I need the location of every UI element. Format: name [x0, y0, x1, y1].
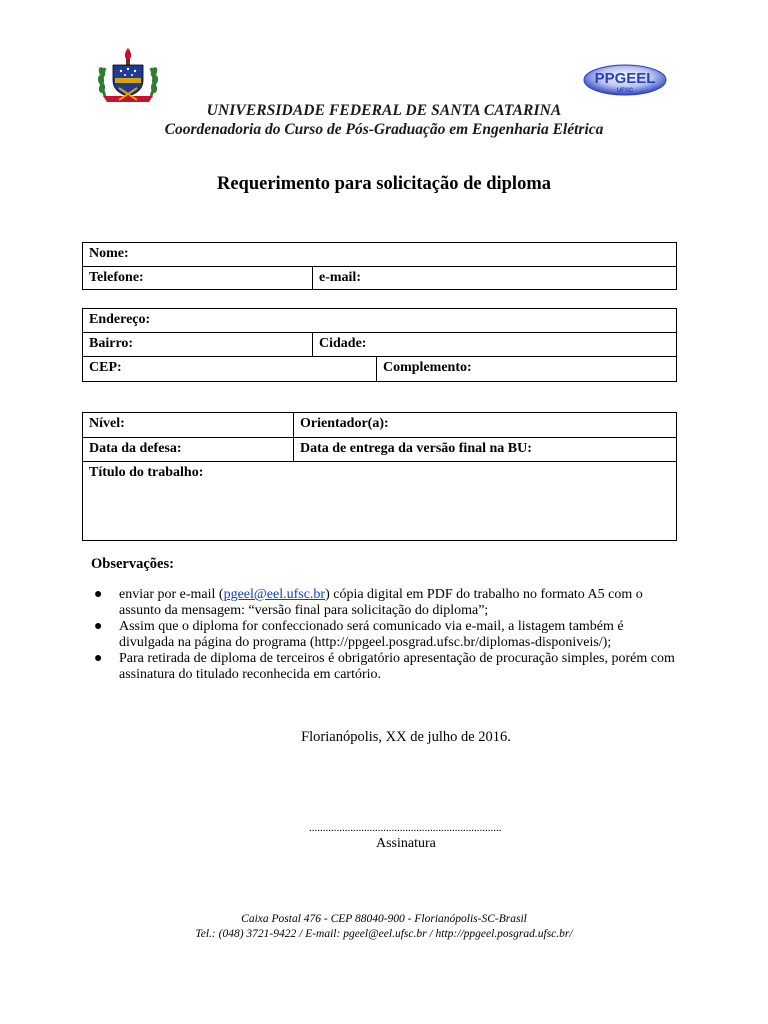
- name-label: Nome:: [89, 246, 129, 261]
- observation-item: [91, 587, 681, 619]
- complement-field[interactable]: [376, 357, 676, 381]
- observation-text-3: Para retirada de diploma de terceiros é obrigatório apresentação de procuração simples, porém com assinatura do titulado reconhecida em cartório.: [119, 651, 675, 682]
- coordination-name: Coordenadoria do Curso de Pós-Graduação em Engenharia Elétrica: [164, 121, 604, 138]
- advisor-label: Orientador(a):: [300, 416, 389, 431]
- district-field[interactable]: [83, 333, 312, 356]
- name-field[interactable]: [83, 243, 676, 266]
- observations-list: [91, 587, 681, 683]
- observations-title: Observações:: [91, 556, 174, 572]
- level-field[interactable]: [83, 413, 293, 437]
- phone-label: Telefone:: [89, 270, 144, 285]
- work-title-label: Título do trabalho:: [89, 465, 204, 480]
- city-label: Cidade:: [319, 336, 367, 351]
- logo-subtext: UFSC: [616, 88, 634, 94]
- address-field[interactable]: [83, 309, 676, 332]
- contact-row: [83, 267, 676, 290]
- name-row: [83, 243, 676, 267]
- signature-line[interactable]: ......................................................................: [309, 822, 502, 834]
- signature-label: Assinatura: [376, 836, 436, 851]
- observation-item: [91, 651, 681, 683]
- dates-row: [83, 438, 676, 462]
- observation-text-1b: ) cópia digital em PDF do trabalho no formato A5 com o assunto da mensagem: “versão final para solicitação do diploma”;: [119, 587, 643, 618]
- defense-date-label: Data da defesa:: [89, 441, 182, 456]
- logo-text: PPGEEL: [594, 70, 656, 87]
- complement-label: Complemento:: [383, 360, 472, 375]
- level-label: Nível:: [89, 416, 125, 431]
- email-field[interactable]: [312, 267, 676, 290]
- footer-contact: Tel.: (048) 3721-9422 / E-mail: pgeel@eel.ufsc.br / http://ppgeel.posgrad.ufsc.br/: [195, 928, 573, 940]
- observation-item: [91, 619, 681, 651]
- academic-table: [82, 412, 677, 541]
- bullet-icon: ●: [94, 587, 103, 602]
- observation-text-1a: enviar por e-mail (: [119, 587, 224, 602]
- phone-field[interactable]: [83, 267, 312, 290]
- ppgeel-logo: [583, 64, 667, 96]
- email-link[interactable]: pgeel@eel.ufsc.br: [223, 587, 326, 602]
- cep-field[interactable]: [83, 357, 376, 381]
- observation-text-2: Assim que o diploma for confeccionado será comunicado via e-mail, a listagem também é divulgada na página do programa (http://ppgeel.posgrad.ufsc.br/diplomas-disponiveis/);: [119, 619, 624, 650]
- address-table: [82, 308, 677, 382]
- university-crest-logo: [95, 46, 161, 106]
- city-field[interactable]: [312, 333, 676, 356]
- bullet-icon: ●: [94, 619, 103, 634]
- district-label: Bairro:: [89, 336, 134, 351]
- work-title-row: [83, 462, 676, 540]
- bullet-icon: ●: [94, 651, 103, 666]
- advisor-field[interactable]: [293, 413, 676, 437]
- place-date: Florianópolis, XX de julho de 2016.: [301, 729, 511, 745]
- address-row: [83, 309, 676, 333]
- cep-complement-row: [83, 357, 676, 381]
- footer-address: Caixa Postal 476 - CEP 88040-900 - Florianópolis-SC-Brasil: [241, 913, 527, 925]
- delivery-date-label: Data de entrega da versão final na BU:: [300, 441, 532, 456]
- district-city-row: [83, 333, 676, 357]
- personal-info-table: [82, 242, 677, 290]
- delivery-date-field[interactable]: [293, 438, 676, 461]
- work-title-field[interactable]: [83, 462, 676, 540]
- defense-date-field[interactable]: [83, 438, 293, 461]
- cep-label: CEP:: [89, 360, 122, 375]
- page-title: Requerimento para solicitação de diploma: [216, 174, 551, 194]
- email-label: e-mail:: [319, 270, 361, 285]
- university-name: UNIVERSIDADE FEDERAL DE SANTA CATARINA: [206, 102, 562, 119]
- address-label: Endereço:: [89, 312, 151, 327]
- level-advisor-row: [83, 413, 676, 438]
